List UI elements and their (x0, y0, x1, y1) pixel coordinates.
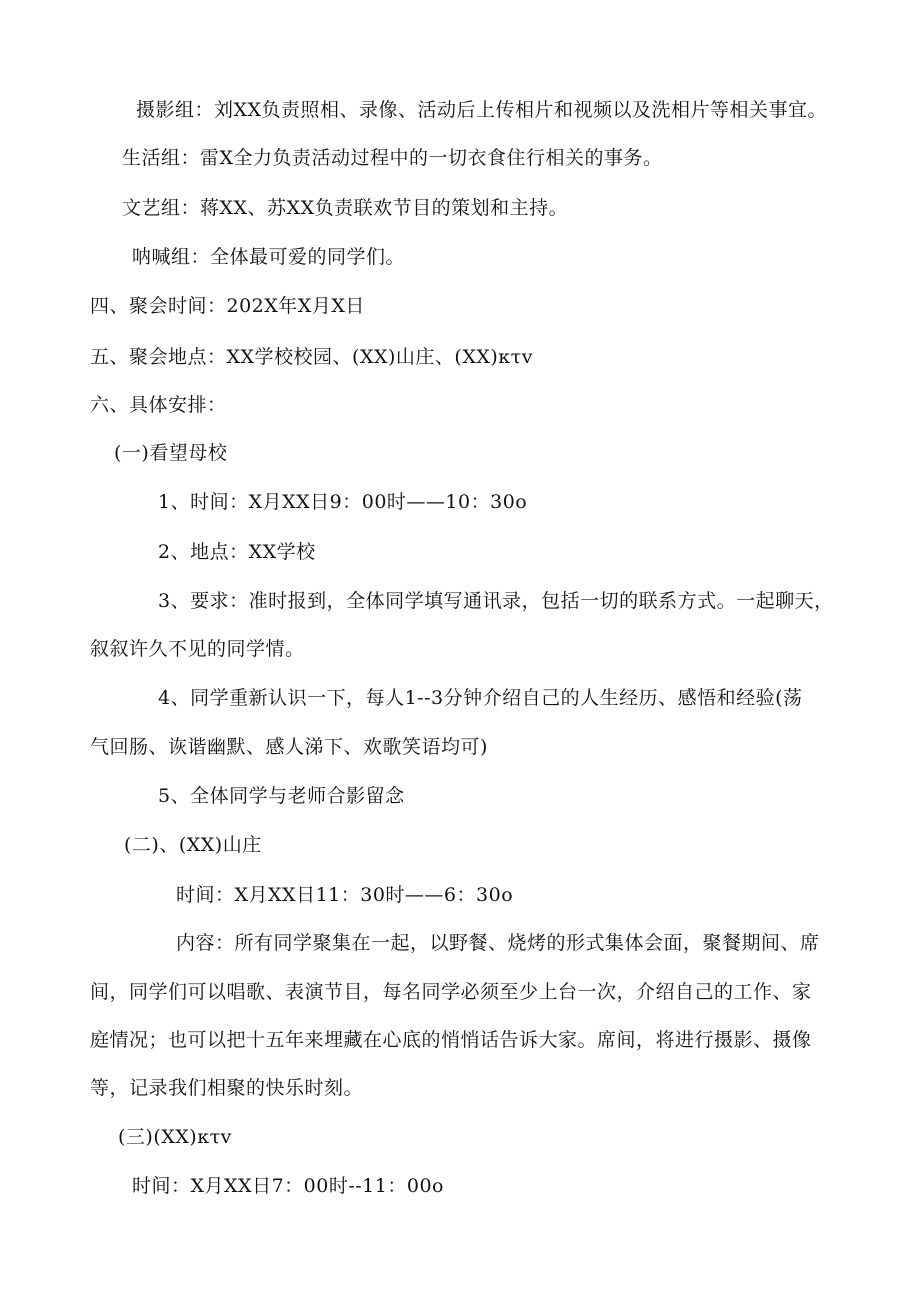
item-visit-requirements-cont: 叙叙许久不见的同学情。 (90, 638, 305, 660)
item-visit-requirements: 3、要求：准时报到，全体同学填写通讯录，包括一切的联系方式。一起聊天， (158, 590, 834, 612)
item-ktv-time: 时间：X月XX日7：00时--11：00o (132, 1175, 444, 1197)
subheading-visit-school: (一)看望母校 (114, 442, 228, 464)
item-group-photo: 5、全体同学与老师合影留念 (158, 785, 405, 807)
subheading-ktv: (三)(XX)κτv (118, 1126, 232, 1148)
heading-gathering-time: 四、聚会时间：202X年X月X日 (90, 295, 365, 317)
item-villa-content-cont-2: 庭情况；也可以把十五年来埋藏在心底的悄悄话告诉大家。席间，将进行摄影、摄像 (90, 1029, 812, 1051)
subheading-villa: (二)、(XX)山庄 (124, 834, 262, 856)
heading-gathering-place: 五、聚会地点：XX学校校园、(XX)山庄、(XX)κτv (90, 346, 533, 368)
item-self-introduction: 4、同学重新认识一下，每人1--3分钟介绍自己的人生经历、感悟和经验(荡 (158, 687, 803, 709)
text-line-logistics-group: 生活组：雷X全力负责活动过程中的一切衣食住行相关的事务。 (122, 147, 663, 169)
item-visit-time: 1、时间：X月XX日9：00时——10：30o (158, 491, 528, 513)
item-visit-place: 2、地点：XX学校 (158, 541, 316, 563)
item-villa-time: 时间：X月XX日11：30时——6：30o (176, 884, 514, 906)
text-line-cheer-group: 呐喊组：全体最可爱的同学们。 (132, 246, 406, 268)
heading-schedule: 六、具体安排： (90, 394, 227, 416)
item-villa-content-cont-1: 间，同学们可以唱歌、表演节目，每名同学必须至少上台一次，介绍自己的工作、家 (90, 981, 812, 1003)
item-villa-content: 内容：所有同学聚集在一起，以野餐、烧烤的形式集体会面，聚餐期间、席 (176, 932, 820, 954)
item-villa-content-cont-3: 等，记录我们相聚的快乐时刻。 (90, 1077, 364, 1099)
item-self-introduction-cont: 气回肠、诙谐幽默、感人涕下、欢歌笑语均可) (90, 736, 488, 758)
text-line-arts-group: 文艺组：蒋XX、苏XX负责联欢节目的策划和主持。 (122, 197, 569, 219)
text-line-photo-group: 摄影组：刘XX负责照相、录像、活动后上传相片和视频以及洗相片等相关事宜。 (136, 99, 828, 121)
